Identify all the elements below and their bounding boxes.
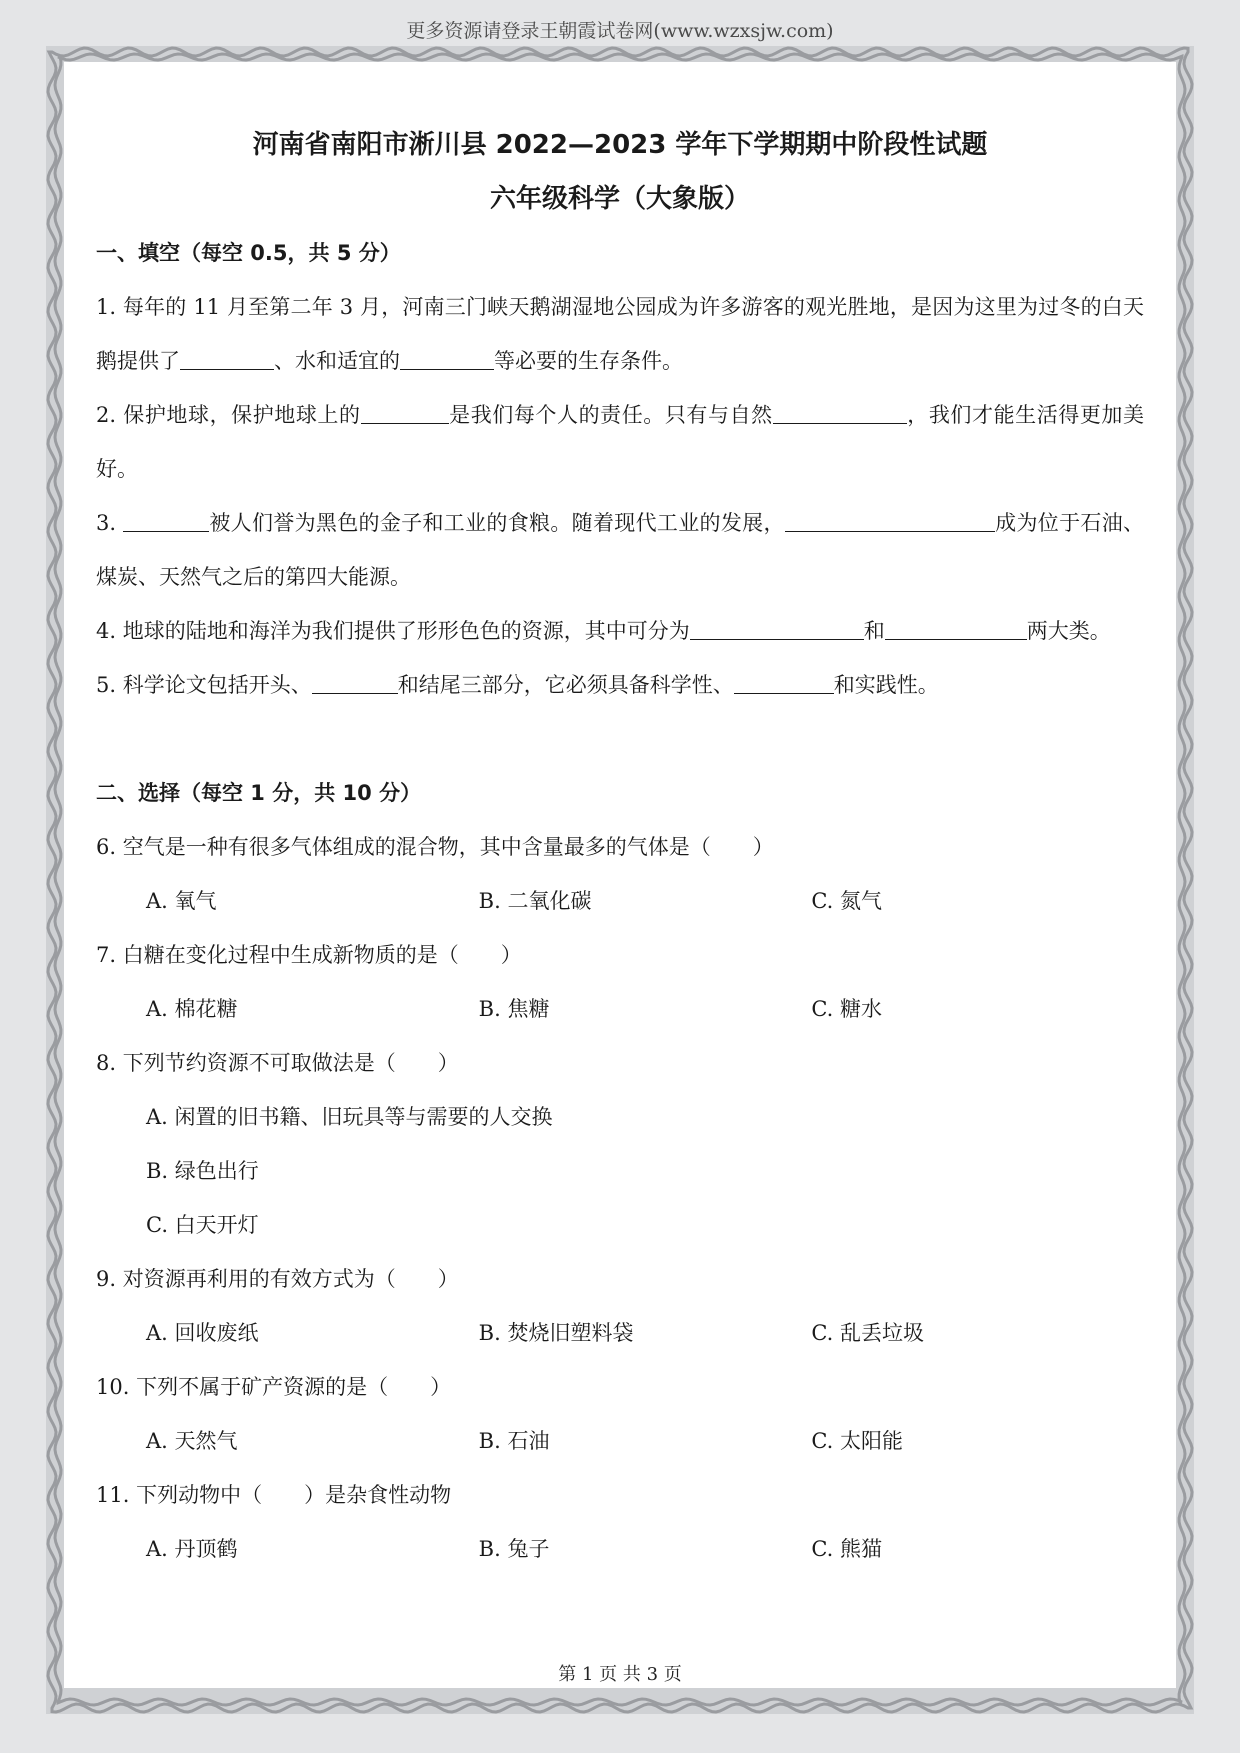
options-q6 [96,874,1144,928]
answer-blank[interactable] [885,617,1027,640]
page-number: 第 1 页 共 3 页 [558,1664,682,1685]
answer-blank[interactable] [785,509,995,532]
options-q9 [96,1306,1144,1360]
option-c[interactable]: C. 糖水 [811,997,883,1021]
option-c[interactable]: C. 乱丢垃圾 [811,1321,925,1345]
answer-blank[interactable] [361,401,449,424]
option-b[interactable]: B. 石油 [478,1429,550,1453]
option-b[interactable]: B. 绿色出行 [146,1159,259,1183]
question-2: 2. 保护地球，保护地球上的 是我们每个人的责任。只有与自然 ，我们才能生活得更加美好。 [96,403,1145,481]
question-9: 9. 对资源再利用的有效方式为（ ） [96,1267,459,1291]
question-10: 10. 下列不属于矿产资源的是（ ） [96,1375,452,1399]
option-b[interactable]: B. 二氧化碳 [478,889,592,913]
answer-blank[interactable] [180,347,274,370]
options-q10 [96,1414,1144,1468]
option-a[interactable]: A. 棉花糖 [146,997,238,1021]
exam-subtitle: 六年级科学（大象版） [489,184,750,214]
option-b[interactable]: B. 兔子 [478,1537,550,1561]
option-c[interactable]: C. 熊猫 [811,1537,883,1561]
answer-blank[interactable] [734,671,834,694]
option-a[interactable]: A. 氧气 [146,889,217,913]
question-11: 11. 下列动物中（ ）是杂食性动物 [96,1483,452,1507]
option-a[interactable]: A. 天然气 [146,1429,238,1453]
watermark-text: 更多资源请登录王朝霞试卷网(www.wzxsjw.com) [406,20,834,42]
question-1: 1. 每年的 11 月至第二年 3 月，河南三门峡天鹅湖湿地公园成为许多游客的观光胜地，是因为这里为过冬的白天鹅提供了 、水和适宜的 等必要的生存条件。 [96,295,1144,373]
option-a[interactable]: A. 回收废纸 [146,1321,259,1345]
options-q7 [96,982,1144,1036]
option-a[interactable]: A. 丹顶鹤 [146,1537,238,1561]
exam-page [74,70,1166,1685]
question-4: 4. 地球的陆地和海洋为我们提供了形形色色的资源，其中可分为 和 两大类。 [96,619,1111,643]
question-6: 6. 空气是一种有很多气体组成的混合物，其中含量最多的气体是（ ） [96,835,774,859]
question-7: 7. 白糖在变化过程中生成新物质的是（ ） [96,943,522,967]
question-5: 5. 科学论文包括开头、 和结尾三部分，它必须具备科学性、 和实践性。 [96,673,939,697]
option-c[interactable]: C. 氮气 [811,889,883,913]
option-b[interactable]: B. 焦糖 [478,997,550,1021]
question-8: 8. 下列节约资源不可取做法是（ ） [96,1051,459,1075]
options-q11 [96,1522,1144,1576]
exam-title: 河南省南阳市淅川县 2022—2023 学年下学期期中阶段性试题 [252,130,988,160]
answer-blank[interactable] [312,671,398,694]
option-c[interactable]: C. 太阳能 [811,1429,904,1453]
section-heading-fill-blank: 一、填空（每空 0.5，共 5 分） [96,241,401,265]
section-heading-choice: 二、选择（每空 1 分，共 10 分） [96,781,422,805]
option-a[interactable]: A. 闲置的旧书籍、旧玩具等与需要的人交换 [146,1105,553,1129]
answer-blank[interactable] [690,617,864,640]
option-c[interactable]: C. 白天开灯 [146,1213,259,1237]
answer-blank[interactable] [773,401,907,424]
answer-blank[interactable] [123,509,209,532]
question-3: 3. 被人们誉为黑色的金子和工业的食粮。随着现代工业的发展， 成为位于石油、煤炭、天然气之后的第四大能源。 [96,511,1145,589]
option-b[interactable]: B. 焚烧旧塑料袋 [478,1321,634,1345]
answer-blank[interactable] [400,347,494,370]
